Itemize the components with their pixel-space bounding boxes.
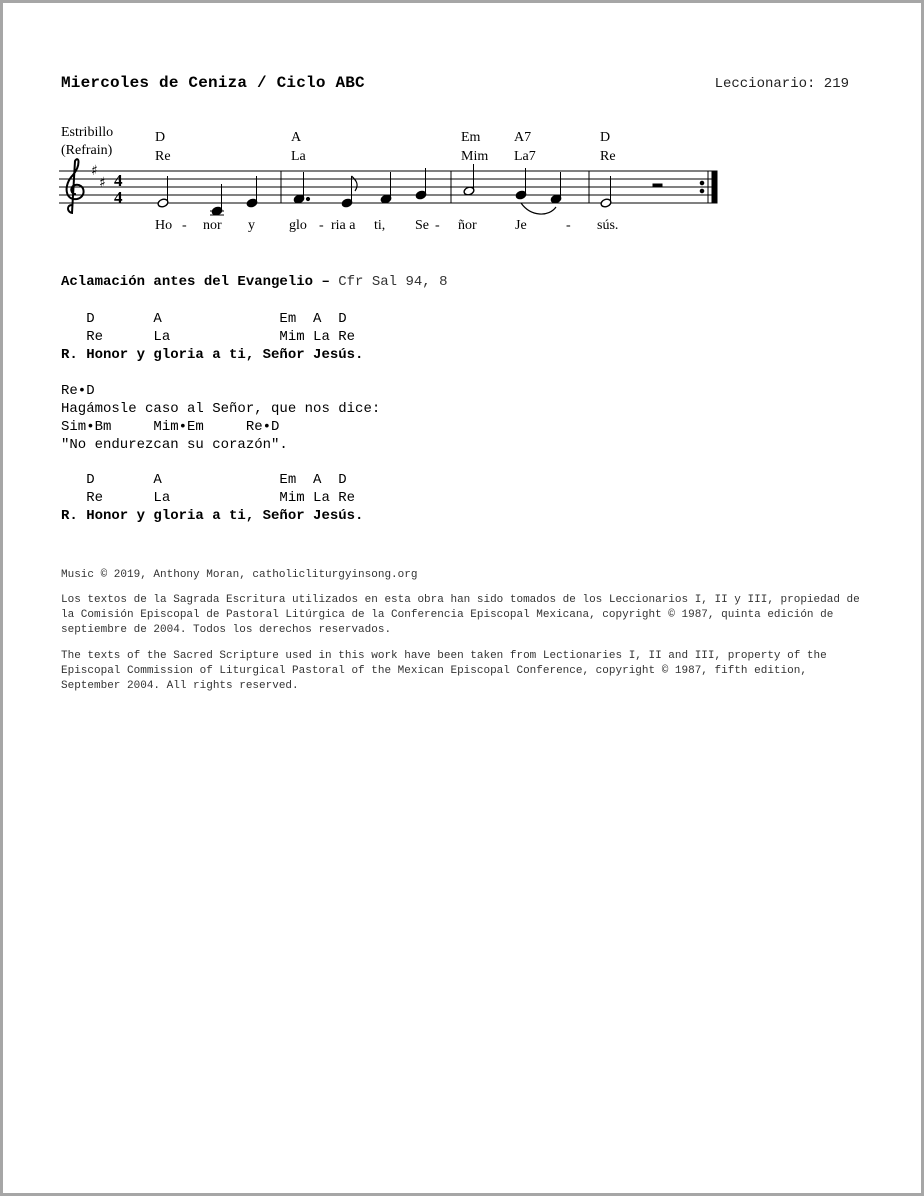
lyric-14: sús. bbox=[597, 218, 619, 233]
refrain2-text: R. Honor y gloria a ti, Señor Jesús. bbox=[61, 508, 364, 524]
chord-en-5: D bbox=[600, 130, 611, 145]
psalm-reference: Cfr Sal 94, 8 bbox=[338, 274, 448, 290]
page-title: Miercoles de Ceniza / Ciclo ABC bbox=[61, 74, 365, 92]
treble-clef-icon bbox=[67, 159, 84, 213]
lyric-10: - bbox=[435, 218, 440, 233]
svg-text:♯: ♯ bbox=[91, 163, 98, 179]
music-credit: Music © 2019, Anthony Moran, catholicliturgyinsong.org bbox=[61, 569, 418, 581]
lyric-9: Se bbox=[415, 218, 429, 233]
lyric-2: - bbox=[182, 218, 187, 233]
lyric-11: ñor bbox=[458, 218, 477, 233]
lyric-6: - bbox=[319, 218, 324, 233]
lyric-12: Je bbox=[515, 218, 527, 233]
verse-chord-1: Re•D bbox=[61, 383, 95, 399]
verse-chord-2: Sim•Bm Mim•Em Re•D bbox=[61, 419, 280, 435]
refrain2-chords-es: Re La Mim La Re bbox=[61, 490, 356, 506]
chord-en-3: Em bbox=[461, 130, 481, 145]
lectionary-number: Leccionario: 219 bbox=[714, 76, 849, 92]
verse-line-1: Hagámosle caso al Señor, que nos dice: bbox=[61, 401, 381, 417]
lyric-4: y bbox=[248, 218, 255, 233]
chord-es-3: Mim bbox=[461, 149, 489, 164]
chord-es-1: Re bbox=[155, 149, 171, 164]
refrain-label-es: Estribillo bbox=[61, 125, 114, 140]
music-score bbox=[59, 121, 729, 241]
svg-text:4: 4 bbox=[114, 171, 123, 190]
measure-1 bbox=[157, 171, 281, 216]
lyric-1: Ho bbox=[155, 218, 173, 233]
chord-en-4: A7 bbox=[514, 130, 532, 145]
lyric-13: - bbox=[566, 218, 571, 233]
refrain2-chords-en: D A Em A D bbox=[61, 472, 347, 488]
chord-es-4: La7 bbox=[514, 149, 536, 164]
half-rest bbox=[653, 184, 662, 187]
refrain-text: R. Honor y gloria a ti, Señor Jesús. bbox=[61, 347, 364, 363]
measure-3 bbox=[463, 164, 589, 214]
lyric-7: ria a bbox=[331, 218, 356, 233]
acclamation-title: Aclamación antes del Evangelio – bbox=[61, 274, 330, 290]
measure-2 bbox=[293, 168, 451, 208]
english-copyright: The texts of the Sacred Scripture used in this work have been taken from Lectionaries I, II and III, property of the Episcopal Commission of Liturgical Pastoral of the Mexican Episcopal Conference, copyright © 1987, fifth edition, September 2004. All rights reserved. bbox=[61, 650, 827, 692]
spanish-copyright: Los textos de la Sagrada Escritura utilizados en esta obra han sido tomados de los Leccionarios I, II y III, propiedad de la Comisión Episcopal de Pastoral Litúrgica de la Conferencia Episcopal Mexicana, copyright © 1987, quinta edición de septiembre de 2004. Todos los derechos reservados. bbox=[61, 594, 860, 636]
refrain-label-en: (Refrain) bbox=[61, 143, 113, 158]
chord-es-5: Re bbox=[600, 149, 616, 164]
acclamation-heading bbox=[61, 274, 447, 290]
verse-line-2: "No endurezcan su corazón". bbox=[61, 437, 288, 453]
lyric-8: ti, bbox=[374, 218, 386, 233]
svg-text:4: 4 bbox=[114, 188, 123, 207]
lyric-3: nor bbox=[203, 218, 222, 233]
chord-es-2: La bbox=[291, 149, 306, 164]
refrain-chords-en: D A Em A D bbox=[61, 311, 347, 327]
time-signature bbox=[114, 171, 123, 207]
chord-en-1: D bbox=[155, 130, 166, 145]
lyric-5: glo bbox=[289, 218, 307, 233]
svg-text:♯: ♯ bbox=[99, 175, 106, 191]
refrain-chords-es: Re La Mim La Re bbox=[61, 329, 356, 345]
chord-en-2: A bbox=[291, 130, 302, 145]
